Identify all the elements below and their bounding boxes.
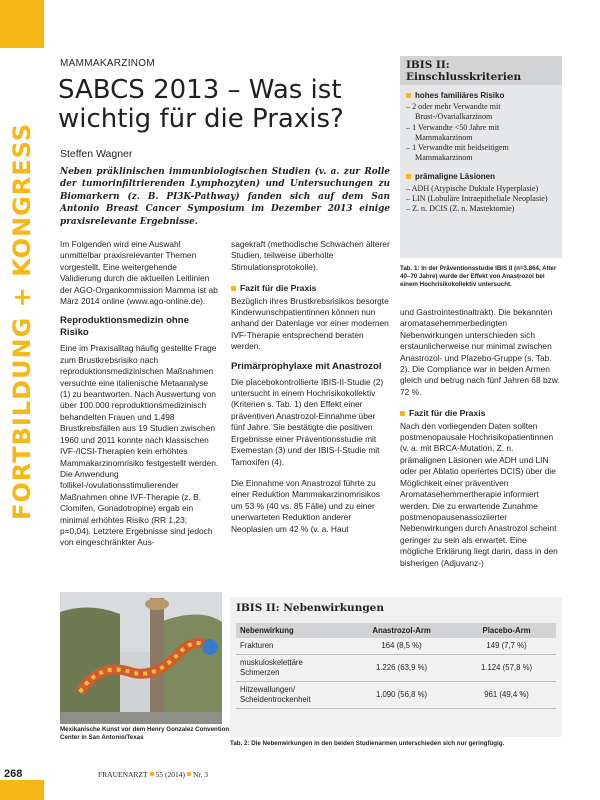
footer: [98, 770, 208, 779]
table-row: [236, 682, 556, 709]
table-cell: 1.090 (56,8 %): [346, 682, 457, 709]
table-cell: Frakturen: [236, 638, 346, 655]
square-bullet-icon: [406, 174, 411, 179]
list-item: – 1 Verwandte <50 Jahre mit Mammakarzinom: [406, 122, 500, 142]
paragraph-continued: sagekraft (methodische Schwächen älterer Studien, teilweise überholte Stimulationsprotokolle).: [231, 239, 390, 272]
list-item: – LIN (Lobuläre Intraepitheliale Neoplasie): [406, 193, 548, 203]
table-cell: 1.124 (57,8 %): [457, 655, 556, 682]
square-bullet-icon: [400, 411, 405, 416]
sculpture-photo: [60, 592, 222, 724]
fazit-paragraph-2: Nach den vorliegenden Daten sollten postmenopausale Hochrisikopatientinnen (v. a. mit BRCA-Mutation, Z. n. prämalignen Läsionen wie ADH und LIN oder per Ablatio operiertes DCIS) über die Möglichkeit einer präventiven Aromatasehemmertherapie informiert werden. Die zu erwartende Zunahme postmenopausenassoziierter Nebenwirkungen durch Anastrozol scheint geringer zu sein als erwartet. Eine mögliche Erklärung liegt darin, dass in den bisherigen (Adjuvanz-): [400, 420, 558, 568]
side-effects-box: [230, 597, 562, 737]
photo-caption: Mexikanische Kunst vor dem Henry Gonzalez Convention Center in San Antonio/Texas: [60, 726, 230, 741]
table-2-caption: Tab. 2: Die Nebenwirkungen in den beiden Studienarmen unterschieden sich nur geringfügig.: [230, 740, 505, 747]
lead-paragraph: Neben präklinischen immunbiologischen Studien (v. a. zur Rolle der tumorinfiltrierenden Lymphozyten) und Untersuchungen zu Biomarkern (z. B. PI3K-Pathway) fanden sich auf dem San Antonio Breast Cancer Symposium im Dezember 2013 einige praxisrelevante Ergebnisse.: [60, 167, 390, 227]
kicker: MAMMAKARZINOM: [60, 58, 156, 69]
inclusion-criteria-box: [400, 56, 562, 258]
list-item: – Z. n. DCIS (Z. n. Mastektomie): [406, 204, 515, 214]
side-accent-bottom: [0, 780, 44, 800]
square-bullet-icon: [406, 93, 411, 98]
square-separator-icon: [187, 772, 191, 776]
list-item: – 1 Verwandte mit beidseitigem Mammakarzinom: [406, 143, 509, 163]
heading-primaerprophylaxe: Primärprophylaxe mit Anastrozol: [231, 360, 382, 372]
heading-reproduktionsmedizin: Reproduktionsmedizin ohne Risiko: [60, 315, 189, 339]
paragraph-ibis: Die placebokontrollierte IBIS-II-Studie (2) untersucht in einem Hochrisikokollektiv (Kriterien s. Tab. 1) den Effekt einer präventiven Anastrozol-Einnahme über fünf Jahre. Sie bestätigte die positiven Ergebnisse einer Präventionsstudie mit Exemestan (3) und der IBIS-I-Studie mit Tamoxifen (4).: [231, 376, 384, 467]
column-header: Anastrozol-Arm: [346, 623, 457, 638]
paragraph-reproduktionsmedizin: Eine im Praxisalltag häufig gestellte Frage zum Brustkrebsrisiko nach reproduktionsmedizinischen Maßnahmen versuchte eine italienische Metaanalyse (1) zu beantworten. Nach Auswertung von über 100.000 reproduktionsmedizinisch behandelten Frauen und 1.498 Brustkrebsfällen aus 19 Studien zwischen 1960 und 2011 konnte nach klassischen IVF-/ICSI-Therapien kein erhöhtes Mammakarzinomrisiko festgestellt werden. Die Anwendung follikel-/ovulationsstimulierender Maßnahmen ohne IVF-Therapie (z. B. Clomifen, Gonadotropine) ergab ein minimal erhöhtes Risiko (RR 1,23; p=0,04). Letztere Ergebnisse sind jedoch von eingeschränkter Aus-: [60, 343, 219, 548]
table-cell: 961 (49,4 %): [457, 682, 556, 709]
fazit-heading-2: Fazit für die Praxis: [400, 408, 560, 419]
table-cell: 164 (8,5 %): [346, 638, 457, 655]
box-title: IBIS II: Einschlusskriterien: [400, 56, 562, 85]
column-header: Nebenwirkung: [236, 623, 346, 638]
sculpture-image: [60, 592, 222, 724]
journal-name: FRAUENARZT: [98, 770, 148, 779]
list-item: – 2 oder mehr Verwandte mit Brust-/Ovarialkarzinom: [406, 102, 501, 122]
author: Steffen Wagner: [60, 148, 133, 160]
box-body: [400, 85, 562, 220]
table-cell: muskuloskelettäre Schmerzen: [236, 655, 346, 682]
paragraph-anastrozol: Die Einnahme von Anastrozol führte zu einer Reduktion Mammakarzinomrisikos um 53 % (40 vs. 85 Fälle) und zu einer unerwarteten Reduktion anderer Neoplasien um 42 % (v. a. Haut: [231, 477, 380, 534]
table-header-row: [236, 623, 556, 638]
table-row: [236, 638, 556, 655]
column-3: [400, 307, 560, 569]
column-header: Placebo-Arm: [457, 623, 556, 638]
intro-paragraph: Im Folgenden wird eine Auswahl unmittelbar praxisrelevanter Themen vorgestellt. Eine weitergehende Validierung durch die aktuellen Leitlinien der AGO-Organkommission Mamma ist ab März 2014 online (www.ago-online.de).: [60, 239, 218, 307]
table-1-caption: Tab. 1: In der Präventionsstudie IBIS II (n=3.864, Alter 40–70 Jahre) wurde der Effekt von Anastrozol bei einem Hochrisikokollektiv untersucht.: [400, 265, 557, 288]
table-row: [236, 655, 556, 682]
section-praemaligne: prämaligne Läsionen: [406, 172, 556, 182]
table-cell: 149 (7,7 %): [457, 638, 556, 655]
volume: 55 (2014): [155, 770, 185, 779]
fazit-heading-1: Fazit für die Praxis: [231, 283, 391, 294]
section-label: FORTBILDUNG + KONGRESS: [8, 122, 36, 520]
article-title: SABCS 2013 – Was ist wichtig für die Praxis?: [58, 75, 344, 134]
fazit-paragraph-1: Bezüglich ihres Brustkrebsrisikos besorgte Kinderwunschpatientinnen können nun anhand der Datenlage vor einer modernen IVF-Therapie entsprechend beraten werden.: [231, 295, 389, 352]
table-cell: Hitzewallungen/ Scheidentrockenheit: [236, 682, 346, 709]
square-separator-icon: [150, 772, 154, 776]
list-item: – ADH (Atypische Duktale Hyperplasie): [406, 183, 539, 193]
page-number: 268: [4, 768, 23, 780]
table-cell: 1.226 (63,9 %): [346, 655, 457, 682]
issue: Nr. 3: [192, 770, 208, 779]
column-1: [60, 239, 220, 549]
paragraph-nebenwirkungen: und Gastrointestinaltrakt). Die bekannten aromatasehemmerbedingten Nebenwirkungen unterschieden sich erstaunlicherweise nur minimal zwischen Anastrozol- und Plazebo-Gruppe (s. Tab. 2). Die Compliance war in beiden Armen gleich und betrug nach fünf Jahren 68 bzw. 72 %.: [400, 307, 560, 397]
box-title: IBIS II: Nebenwirkungen: [236, 602, 384, 614]
section-familial: hohes familiäres Risiko: [406, 91, 556, 101]
side-effects-table: [236, 623, 556, 709]
side-accent-top: [0, 0, 44, 48]
column-2: [231, 239, 391, 535]
square-bullet-icon: [231, 286, 236, 291]
